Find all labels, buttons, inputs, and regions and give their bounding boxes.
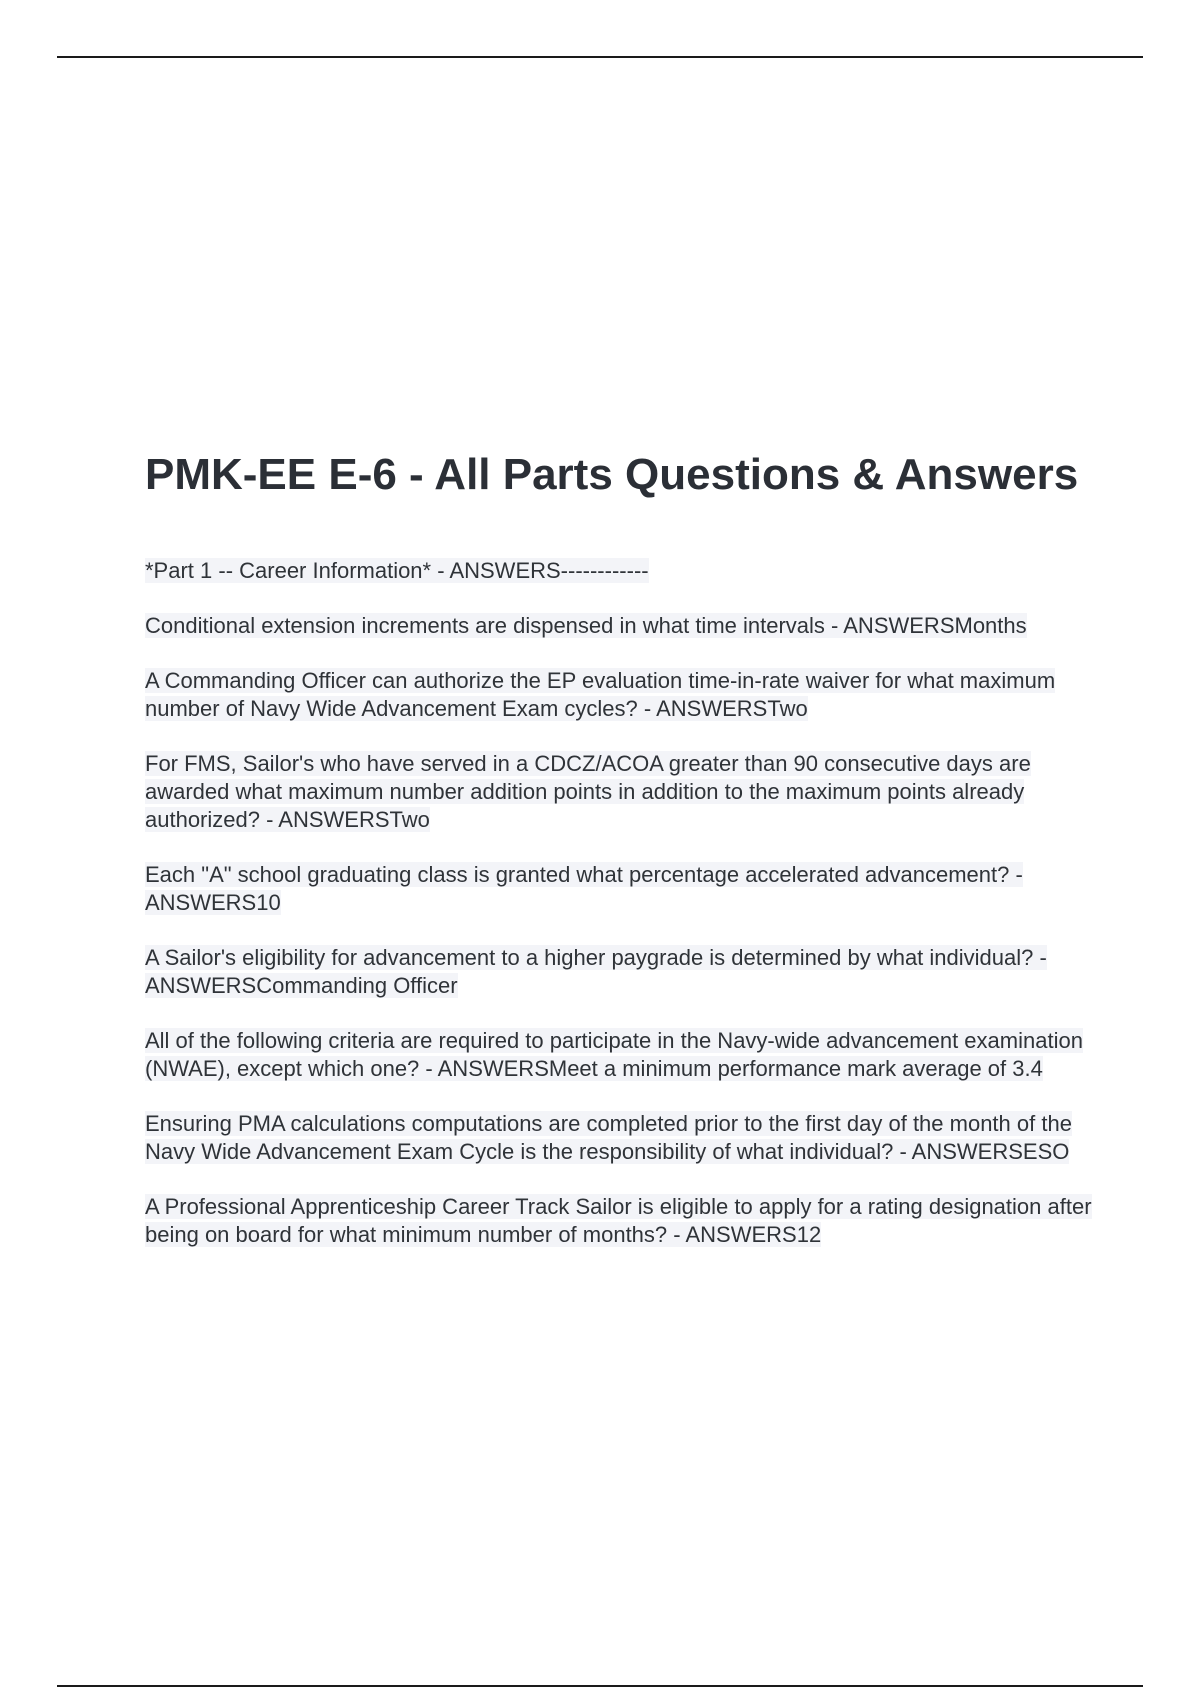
- qa-text: A Professional Apprenticeship Career Track Sailor is eligible to apply for a rating designation after being on board for what minimum number of months? - ANSWERS12: [145, 1194, 1092, 1247]
- qa-entry: [145, 861, 1095, 917]
- section-heading-text: *Part 1 -- Career Information* - ANSWERS------------: [145, 558, 649, 583]
- document-title: PMK-EE E-6 - All Parts Questions & Answers: [145, 450, 1079, 499]
- document-body: [145, 446, 1095, 1276]
- bottom-rule: [57, 1685, 1143, 1687]
- qa-text: For FMS, Sailor's who have served in a CDCZ/ACOA greater than 90 consecutive days are awarded what maximum number addition points in addition to the maximum points already authorized? - ANSWERSTwo: [145, 751, 1031, 832]
- top-rule: [57, 56, 1143, 58]
- qa-entry: [145, 612, 1095, 640]
- qa-entry: [145, 1110, 1095, 1166]
- qa-text: Each "A" school graduating class is granted what percentage accelerated advancement? - ANSWERS10: [145, 862, 1023, 915]
- qa-text: Conditional extension increments are dispensed in what time intervals - ANSWERSMonths: [145, 613, 1027, 638]
- qa-entry: [145, 1193, 1095, 1249]
- qa-entry: [145, 750, 1095, 834]
- section-heading: [145, 557, 1095, 585]
- qa-text: Ensuring PMA calculations computations are completed prior to the first day of the month of the Navy Wide Advancement Exam Cycle is the responsibility of what individual? - ANSWERSESO: [145, 1111, 1072, 1164]
- qa-text: A Commanding Officer can authorize the EP evaluation time-in-rate waiver for what maximum number of Navy Wide Advancement Exam cycles? - ANSWERSTwo: [145, 668, 1056, 721]
- qa-text: A Sailor's eligibility for advancement to a higher paygrade is determined by what individual? - ANSWERSCommanding Officer: [145, 945, 1047, 998]
- qa-text: All of the following criteria are required to participate in the Navy-wide advancement examination (NWAE), except which one? - ANSWERSMeet a minimum performance mark average of 3.4: [145, 1028, 1083, 1081]
- qa-entry: [145, 944, 1095, 1000]
- qa-entry: [145, 667, 1095, 723]
- qa-entry: [145, 1027, 1095, 1083]
